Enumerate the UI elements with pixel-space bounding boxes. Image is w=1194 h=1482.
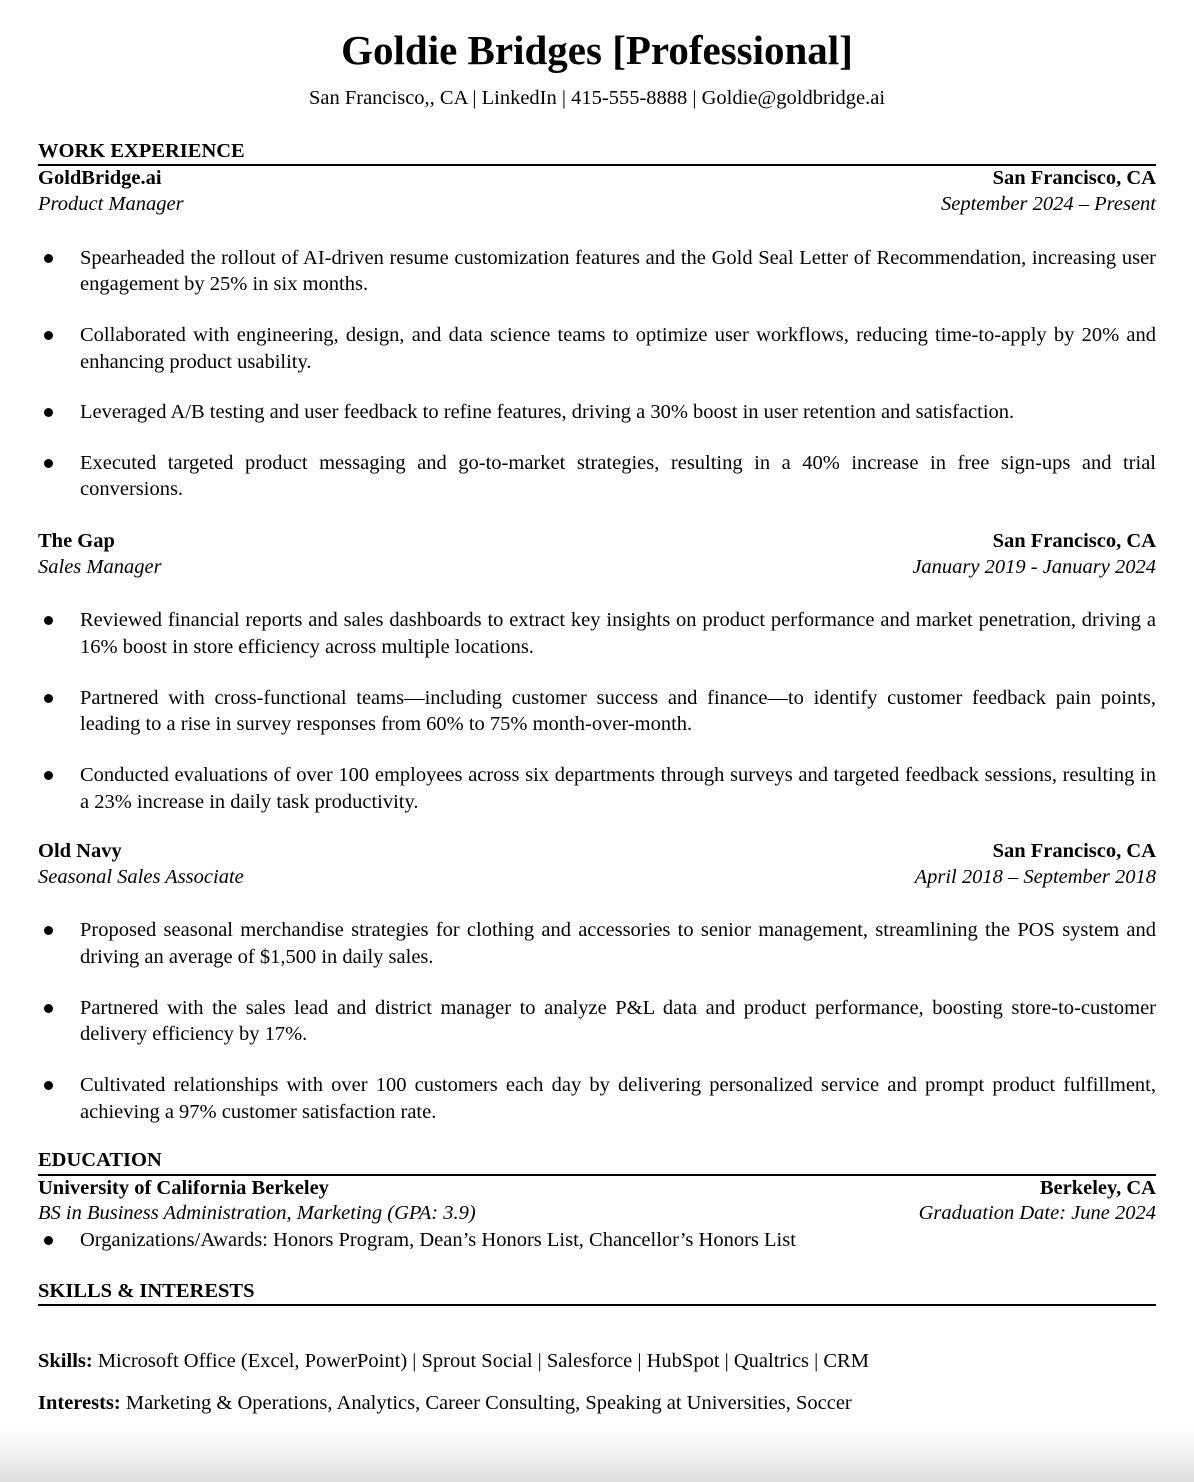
job-title-row — [38, 192, 1156, 218]
job-bullet-list — [38, 245, 1156, 503]
job-bullet-list — [38, 607, 1156, 815]
company-name: The Gap — [38, 530, 115, 553]
bullet-item: Reviewed financial reports and sales dashboards to extract key insights on product performance and market penetration, driving a 16% boost in store efficiency across multiple locations. — [38, 607, 1156, 660]
work-experience-heading: WORK EXPERIENCE — [38, 140, 1156, 167]
bullet-item: Proposed seasonal merchandise strategies for clothing and accessories to senior management, streamlining the POS system and driving an average of $1,500 in daily sales. — [38, 917, 1156, 970]
job-title: Product Manager — [38, 192, 184, 215]
skills-label: Skills: — [38, 1350, 93, 1373]
school-name: University of California Berkeley — [38, 1176, 329, 1199]
company-name: Old Navy — [38, 840, 122, 863]
job-bullet-list — [38, 917, 1156, 1125]
bullet-item: Executed targeted product messaging and go-to-market strategies, resulting in a 40% increase in free sign-ups and trial conversions. — [38, 450, 1156, 503]
education-degree-row — [38, 1201, 1156, 1227]
bullet-item: Spearheaded the rollout of AI-driven resume customization features and the Gold Seal Letter of Recommendation, increasing user engagement by 25% in six months. — [38, 245, 1156, 298]
job-dates: January 2019 - January 2024 — [912, 555, 1156, 578]
interests-line — [38, 1390, 1156, 1417]
degree: BS in Business Administration, Marketing (GPA: 3.9) — [38, 1202, 476, 1225]
page-bottom-fade — [0, 1427, 1194, 1482]
education-school-row — [38, 1176, 1156, 1202]
education-heading: EDUCATION — [38, 1149, 1156, 1176]
skills-text: Microsoft Office (Excel, PowerPoint) | Sprout Social | Salesforce | HubSpot | Qualtrics | CRM — [97, 1350, 869, 1373]
skills-line — [38, 1348, 1156, 1375]
job-entry-goldbridge — [38, 166, 1156, 503]
interests-label: Interests: — [38, 1391, 121, 1414]
bullet-item: Conducted evaluations of over 100 employees across six departments through surveys and targeted feedback sessions, resulting in a 23% increase in daily task productivity. — [38, 762, 1156, 815]
job-company-row — [38, 839, 1156, 865]
page-title: Goldie Bridges [Professional] — [341, 27, 853, 73]
skills-interests-heading: SKILLS & INTERESTS — [38, 1280, 1156, 1307]
job-entry-the-gap — [38, 529, 1156, 815]
job-title: Sales Manager — [38, 555, 162, 578]
job-company-row — [38, 166, 1156, 192]
education-bullet-list — [38, 1227, 1156, 1254]
job-dates: April 2018 – September 2018 — [914, 865, 1156, 888]
interests-text: Marketing & Operations, Analytics, Career Consulting, Speaking at Universities, Soccer — [125, 1391, 852, 1414]
job-location: San Francisco, CA — [992, 167, 1156, 190]
bullet-item: Cultivated relationships with over 100 customers each day by delivering personalized service and prompt product fulfillment, achieving a 97% customer satisfaction rate. — [38, 1072, 1156, 1125]
bullet-item: Collaborated with engineering, design, and data science teams to optimize user workflows, reducing time-to-apply by 20% and enhancing product usability. — [38, 322, 1156, 375]
education-section — [38, 1149, 1156, 1253]
job-location: San Francisco, CA — [992, 530, 1156, 553]
skills-interests-section — [38, 1280, 1156, 1417]
bullet-item: Partnered with cross-functional teams—including customer success and finance—to identify customer feedback pain points, leading to a rise in survey responses from 60% to 75% month-over-month. — [38, 685, 1156, 738]
work-experience-section — [38, 140, 1156, 1125]
graduation-date: Graduation Date: June 2024 — [918, 1202, 1156, 1225]
job-title-row — [38, 555, 1156, 581]
bullet-item: Organizations/Awards: Honors Program, Dean’s Honors List, Chancellor’s Honors List — [38, 1227, 1156, 1254]
bullet-item: Leveraged A/B testing and user feedback to refine features, driving a 30% boost in user retention and satisfaction. — [38, 399, 1156, 426]
job-company-row — [38, 529, 1156, 555]
job-title: Seasonal Sales Associate — [38, 865, 244, 888]
job-entry-old-navy — [38, 839, 1156, 1125]
company-name: GoldBridge.ai — [38, 167, 162, 190]
contact-line: San Francisco,, CA | LinkedIn | 415-555-8888 | Goldie@goldbridge.ai — [308, 87, 886, 110]
bullet-item: Partnered with the sales lead and district manager to analyze P&L data and product performance, boosting store-to-customer delivery efficiency by 17%. — [38, 995, 1156, 1048]
job-title-row — [38, 865, 1156, 891]
job-location: San Francisco, CA — [992, 840, 1156, 863]
school-location: Berkeley, CA — [1039, 1176, 1156, 1199]
job-dates: September 2024 – Present — [940, 192, 1156, 215]
